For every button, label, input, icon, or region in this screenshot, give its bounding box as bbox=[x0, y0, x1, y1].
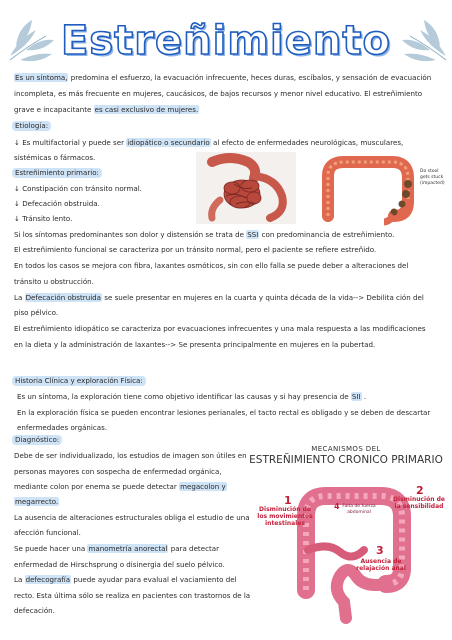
diagnostico-text: Se puede hacer una bbox=[14, 544, 88, 553]
primario-text: se suele presentar en mujeres en la cuarta y quinta década de la vida--> Debilita ción del bbox=[102, 293, 424, 302]
diagnostico-highlight: megarrecto. bbox=[15, 497, 59, 506]
intro-highlight: es casi exclusivo de mujeres. bbox=[94, 105, 199, 114]
diagram-title-2: ESTREÑIMIENTO CRONICO PRIMARIO bbox=[249, 454, 443, 466]
page-title: Estreñimiento bbox=[61, 18, 391, 64]
primario-item: ↓ Constipación con tránsito normal. bbox=[14, 184, 142, 193]
diagnostico-text: puede ayudar para evalual el vaciamiento del bbox=[71, 575, 237, 584]
colon-label-3: (impacted) bbox=[420, 181, 445, 186]
diagnostico-heading: Diagnóstico: bbox=[12, 435, 62, 445]
colon-label-1: Do stool bbox=[420, 169, 439, 174]
diagnostico-highlight: megacolon y bbox=[180, 482, 226, 491]
primario-p2: El estreñimiento funcional se caracteriza por un tránsito normal, pero el paciente se refiere estreñido. bbox=[14, 245, 377, 254]
diagnostico-highlight: manometría anorectal bbox=[88, 544, 168, 553]
primario-highlight: SSI bbox=[247, 230, 259, 239]
intro-text: predomina el esfuerzo, la evacuación infrecuente, heces duras, escíbalos, y sensación de evacuación bbox=[68, 73, 432, 82]
diagnostico-line: afección funcional. bbox=[14, 528, 81, 537]
historia-line-2: En la exploración física se pueden encontrar lesiones perianales, el tacto rectal es obligado y se deben de descartar bbox=[17, 408, 431, 417]
intro-line-3 bbox=[14, 105, 199, 115]
primario-text: La bbox=[14, 293, 25, 302]
diagram-label-3: Ausencia de relajación anal bbox=[356, 558, 406, 572]
primario-highlight: Defecación obstruida bbox=[25, 293, 102, 302]
intro-line-2: incompleta, es más frecuente en mujeres, caucásicos, de bajos recursos y menor nivel educativo. El estreñimiento bbox=[14, 89, 423, 98]
historia-text: Es un síntoma, la exploración tiene como objetivo identificar las causas y si hay presencia de bbox=[17, 392, 351, 401]
intro-line-1 bbox=[14, 73, 431, 83]
diagram-label-4: Falta de fuerza abdominal bbox=[342, 504, 376, 515]
intro-highlight: Es un síntoma, bbox=[15, 73, 68, 82]
etiologia-text: ↓ Es multifactorial y puede ser bbox=[14, 138, 127, 147]
intestine-knot-image bbox=[196, 152, 296, 224]
diagram-label-1: Disminución de los movimientos intestinales bbox=[257, 506, 313, 527]
diagnostico-line: recto. Esta última sólo se realiza en pacientes con trastornos de la bbox=[14, 591, 251, 600]
primario-item: ↓ Defecación obstruida. bbox=[14, 199, 100, 208]
diagram-label-2: Disminución de la sensibilidad bbox=[393, 496, 445, 510]
primario-heading: Estreñimiento primario: bbox=[12, 168, 102, 178]
diagnostico-line bbox=[14, 497, 59, 507]
diagnostico-text: para detectar bbox=[168, 544, 220, 553]
historia-highlight: SII bbox=[351, 392, 361, 401]
historia-heading: Historia Clínica y exploración Física: bbox=[12, 376, 146, 386]
etiologia-heading: Etiología: bbox=[12, 121, 51, 131]
colon-label-2: gets stuck bbox=[420, 175, 444, 180]
diagram-number-4: 4 bbox=[334, 502, 340, 511]
intro-text: grave e incapacitante bbox=[14, 105, 94, 114]
colon-impaction-image bbox=[308, 152, 445, 224]
diagnostico-text: mediante colon por enema se puede detectar bbox=[14, 482, 180, 491]
primario-p3a: En todos los casos se mejora con fibra, laxantes osmóticos, sin con ello falla se puede deber a alteraciones del bbox=[14, 261, 409, 270]
primario-p4 bbox=[14, 293, 424, 303]
diagram-number-3: 3 bbox=[376, 544, 384, 557]
etiologia-text: al efecto de enfermedades neurológicas, musculares, bbox=[210, 138, 404, 147]
diagnostico-line: enfermedad de Hirschsprung o disinergia del suelo pélvico. bbox=[14, 560, 225, 569]
primario-p5a: El estreñimiento idiopático se caracteriza por evacuaciones infrecuentes y una mala respuesta a las modificaciones bbox=[14, 324, 426, 333]
historia-line-1 bbox=[17, 392, 366, 402]
diagnostico-highlight: defecografía bbox=[25, 575, 71, 584]
diagnostico-line bbox=[14, 544, 219, 554]
primario-p1 bbox=[14, 230, 394, 240]
diagnostico-line: La ausencia de alteraciones estructurales obliga el estudio de una bbox=[14, 513, 250, 522]
primario-p3b: tránsito u obstrucción. bbox=[14, 277, 94, 286]
primario-p5b: en la dieta y la administración de laxantes--> Se presenta principalmente en mujeres en la pubertad. bbox=[14, 340, 376, 349]
diagnostico-line: personas mayores con sospecha de enfermedad orgánica, bbox=[14, 467, 222, 476]
diagnostico-line bbox=[14, 575, 237, 585]
primario-p4b: piso pélvico. bbox=[14, 308, 59, 317]
etiologia-line-2: sistémicas o fármacos. bbox=[14, 153, 96, 162]
primario-item: ↓ Tránsito lento. bbox=[14, 214, 73, 223]
etiologia-highlight: idiopático o secundario bbox=[127, 138, 210, 147]
primario-text: Si los síntomas predominantes son dolor y distensión se trata de bbox=[14, 230, 247, 239]
diagnostico-line bbox=[14, 482, 227, 492]
historia-line-3: enfermedades orgánicas. bbox=[17, 423, 108, 432]
diagram-title-1: MECANISMOS DEL bbox=[311, 445, 381, 453]
diagnostico-line: Debe de ser individualizado, los estudios de imagen son útiles en bbox=[14, 451, 247, 460]
primario-text: con predominancia de estreñimiento. bbox=[259, 230, 395, 239]
etiologia-line-1 bbox=[14, 138, 403, 148]
diagram-number-2: 2 bbox=[416, 484, 424, 497]
mechanisms-diagram bbox=[244, 442, 448, 622]
historia-text: . bbox=[361, 392, 367, 401]
diagnostico-text: La bbox=[14, 575, 25, 584]
diagnostico-line: defecación. bbox=[14, 606, 55, 615]
diagram-number-1: 1 bbox=[284, 494, 292, 507]
